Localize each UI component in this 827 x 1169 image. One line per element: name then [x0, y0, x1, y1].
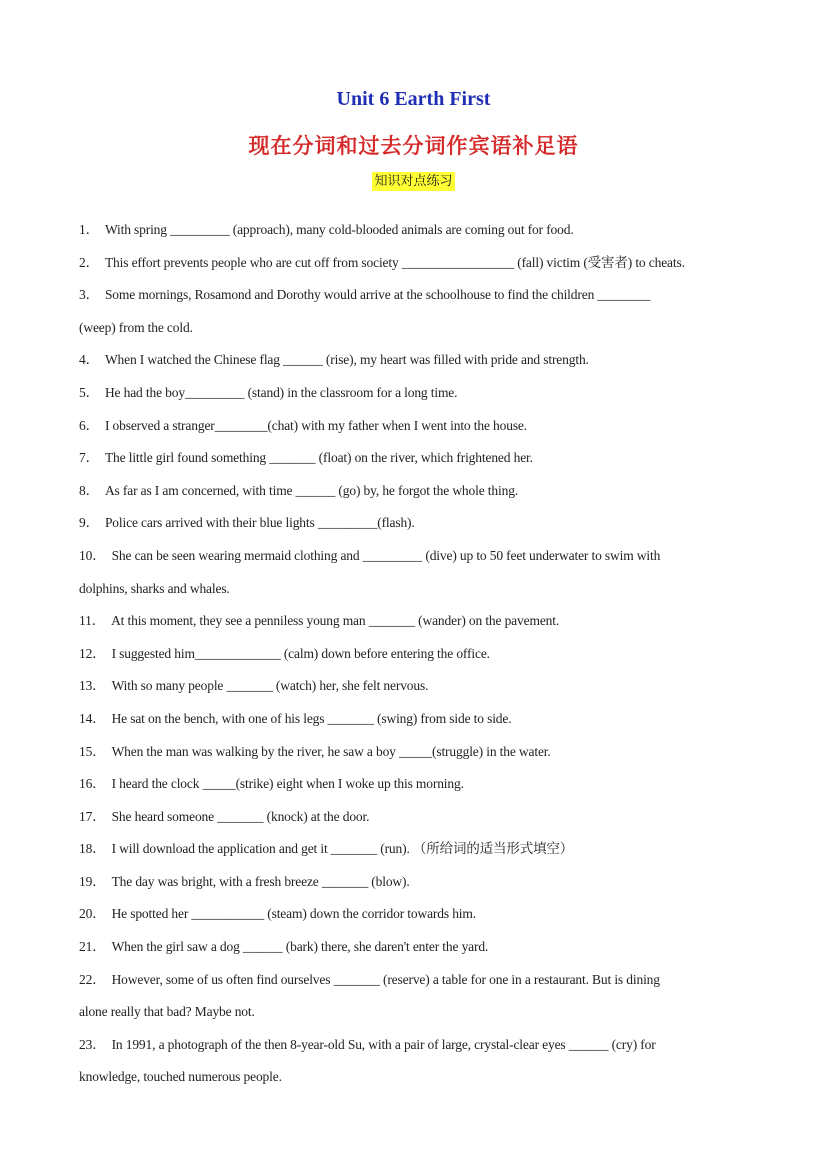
question-16: 16． I heard the clock _____(strike) eight when I woke up this morning. [79, 776, 464, 792]
question-23-cont: knowledge, touched numerous people. [79, 1069, 282, 1085]
question-2: 2． This effort prevents people who are cut off from society _________________ (fall) victim (受害者) to cheats. [79, 254, 685, 270]
question-7: 7． The little girl found something _______ (float) on the river, which frightened her. [79, 450, 533, 466]
question-1: 1． With spring _________ (approach), many cold-blooded animals are coming out for food. [79, 222, 574, 237]
question-15: 15． When the man was walking by the river, he saw a boy _____(struggle) in the water. [79, 743, 551, 759]
question-22-cont: alone really that bad? Maybe not. [79, 1004, 255, 1020]
question-22: 22． However, some of us often find ourselves _______ (reserve) a table for one in a restaurant. But is dining [79, 971, 660, 987]
question-18: 18． I will download the application and get it _______ (run). （所给词的适当形式填空） [79, 841, 574, 857]
question-23: 23． In 1991, a photograph of the then 8-year-old Su, with a pair of large, crystal-clear eyes ______ (cry) for [79, 1036, 656, 1052]
question-13: 13． With so many people _______ (watch) her, she felt nervous. [79, 678, 429, 694]
question-list [79, 214, 759, 1094]
question-12: 12． I suggested him_____________ (calm) down before entering the office. [79, 645, 490, 661]
question-19: 19． The day was bright, with a fresh breeze _______ (blow). [79, 873, 410, 889]
question-5: 5． He had the boy_________ (stand) in the classroom for a long time. [79, 384, 458, 400]
question-10-cont: dolphins, sharks and whales. [79, 580, 230, 596]
question-14: 14． He sat on the bench, with one of his legs _______ (swing) from side to side. [79, 710, 512, 726]
question-10: 10． She can be seen wearing mermaid clothing and _________ (dive) up to 50 feet underwater to swim with [79, 547, 661, 563]
question-9: 9． Police cars arrived with their blue lights _________(flash). [79, 515, 415, 531]
question-3-cont: (weep) from the cold. [79, 319, 193, 335]
question-8: 8． As far as I am concerned, with time ______ (go) by, he forgot the whole thing. [79, 482, 519, 498]
page-subtitle: 现在分词和过去分词作宾语补足语 [248, 134, 579, 158]
section-tag-wrap [0, 172, 827, 191]
question-20: 20． He spotted her ___________ (steam) down the corridor towards him. [79, 906, 476, 922]
question-21: 21． When the girl saw a dog ______ (bark) there, she daren't enter the yard. [79, 939, 489, 955]
question-4: 4． When I watched the Chinese flag ______ (rise), my heart was filled with pride and strength. [79, 352, 589, 368]
question-6: 6． I observed a stranger________(chat) with my father when I went into the house. [79, 417, 528, 433]
section-tag: 知识对点练习 [374, 174, 453, 189]
question-11: 11． At this moment, they see a penniless young man _______ (wander) on the pavement. [79, 613, 560, 629]
question-3: 3． Some mornings, Rosamond and Dorothy would arrive at the schoolhouse to find the children ________ [79, 287, 651, 303]
page-title: Unit 6 Earth First [336, 88, 491, 110]
question-17: 17． She heard someone _______ (knock) at the door. [79, 808, 370, 824]
